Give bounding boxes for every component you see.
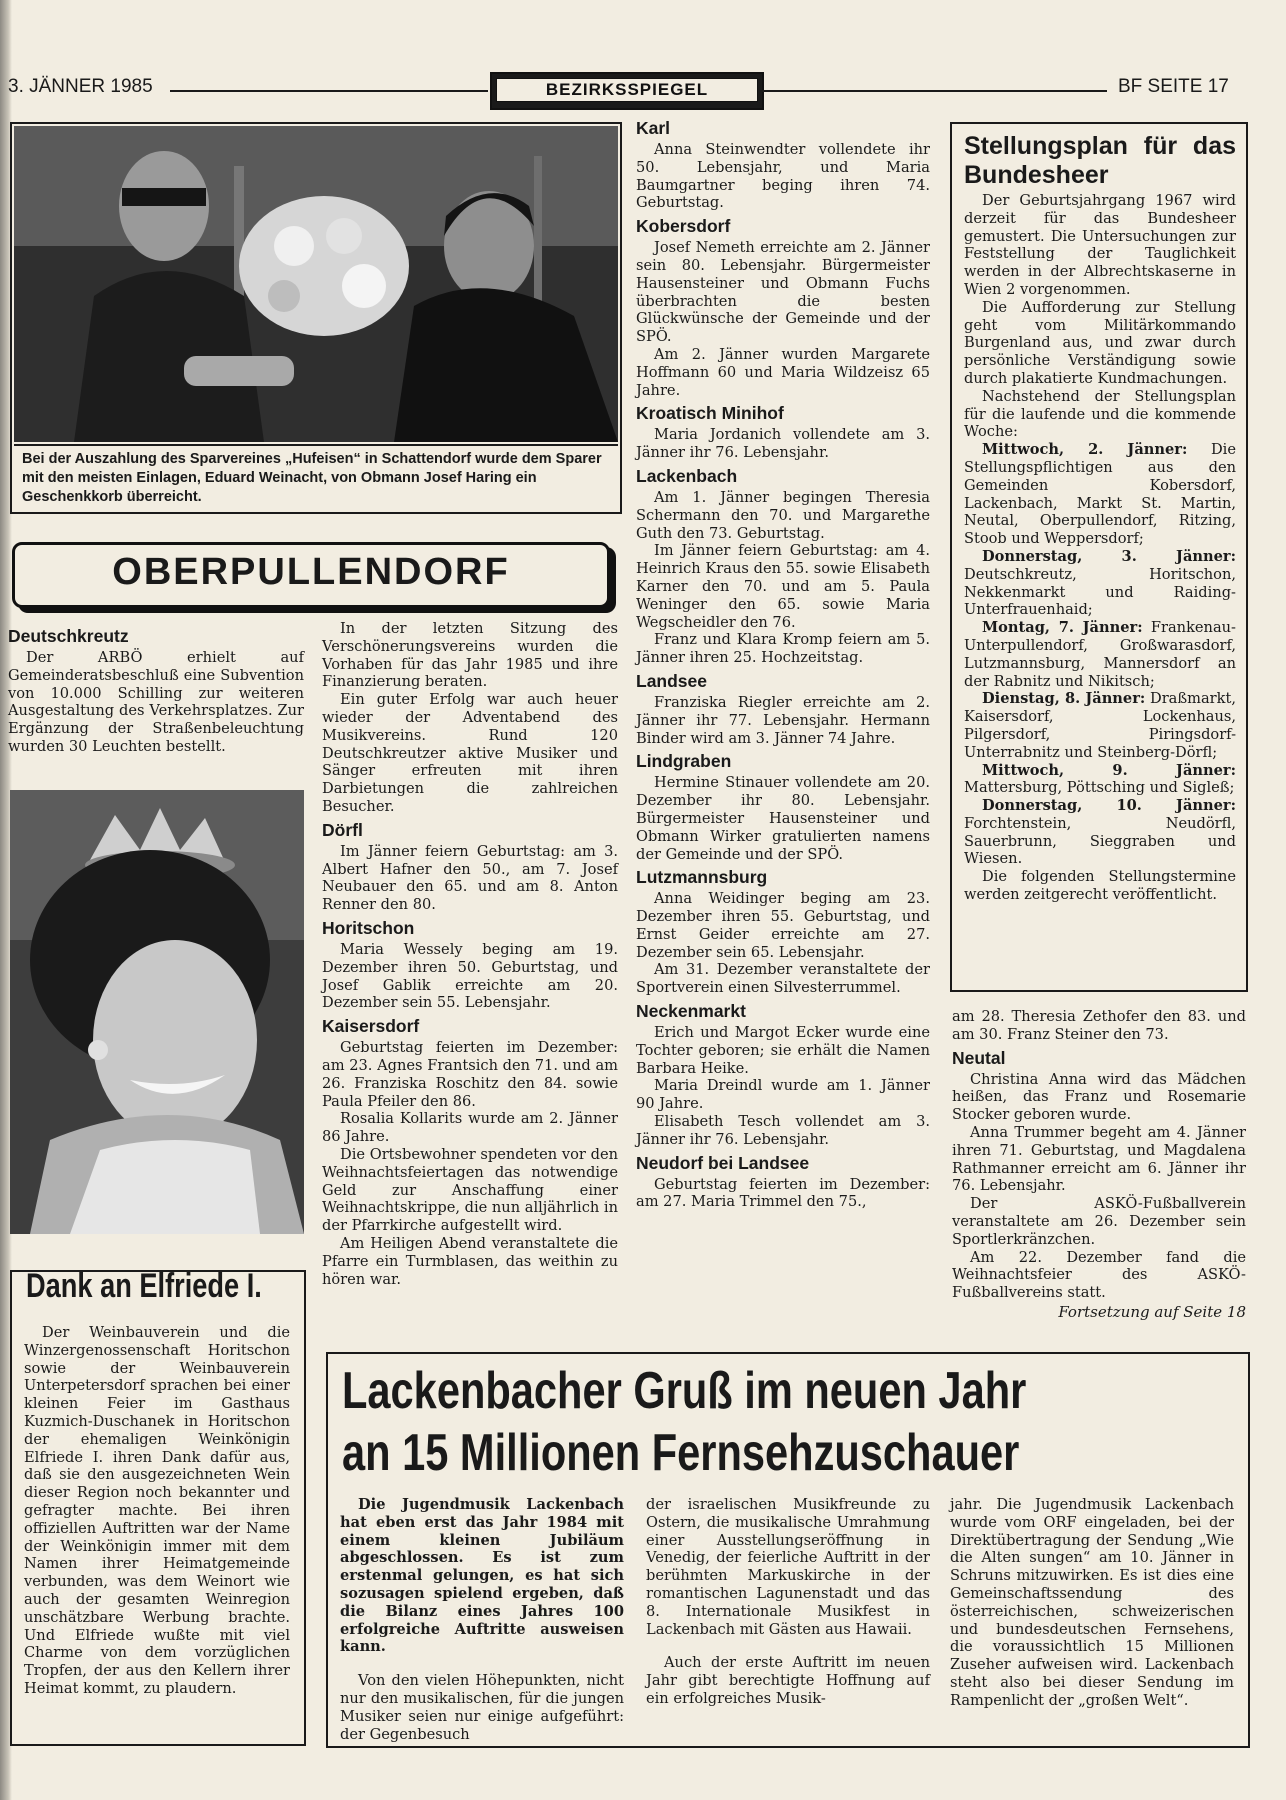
text-doerfl: Im Jänner feiern Geburtstag: am 3. Albert Hafner den 50., am 7. Josef Neubauer den 65. und am 8. Anton Renner den 80. <box>322 842 618 914</box>
article-col1-p2: Von den vielen Höhepunkten, nicht nur den musikalischen, für die jungen Musiker seien nur einige aufgeführt: der Gegenbesuch <box>340 1672 624 1743</box>
heading-kobersdorf: Kobersdorf <box>636 216 731 237</box>
column-deutschkreutz <box>8 622 304 756</box>
text-kaisersdorf-4: Am Heiligen Abend veranstaltete die Pfarre ein Turmblasen, das weithin zu hören war. <box>322 1234 618 1288</box>
stellung-p1: Der Geburtsjahrgang 1967 wird derzeit für das Bundesheer gemustert. Die Untersuchungen zur Feststellung der Tauglichkeit werden in der Albrechtskaserne in Wien 2 vorgenommen. <box>964 192 1236 298</box>
text-kaisersdorf-3: Die Ortsbewohner spendeten vor den Weihnachtsfeiertagen das notwendige Geld zur Anschaffung einer Weihnachtskrippe, die nun alljährlich in der Pfarrkirche aufgestellt wird. <box>322 1145 618 1235</box>
header-rule-left <box>170 90 488 92</box>
stellung-text-2: Deutschkreutz, Horitschon, Nekkenmarkt und Raiding-Unterfrauenhaid; <box>964 565 1236 619</box>
photo-hufeisen-caption: Bei der Auszahlung des Sparvereines „Hufeisen“ in Schattendorf wurde dem Sparer mit den meisten Einlagen, Eduard Weinacht, von Obmann Josef Haring ein Geschenkkorb überreicht. <box>14 444 618 511</box>
stellung-day-5: Mittwoch, 9. Jänner: <box>982 761 1236 779</box>
text-kobersdorf-1: Josef Nemeth erreichte am 2. Jänner sein 80. Lebensjahr. Bürgermeister Hausensteiner und Obmann Fuchs überbrachten die besten Glückwünsche der Gemeinde und der SPÖ. <box>636 239 930 346</box>
article-headline-2: an 15 Millionen Fernsehzuschauer <box>342 1424 1020 1482</box>
photo-weinkoenigin <box>10 790 304 1234</box>
text-neckenmarkt-3: Elisabeth Tesch vollendet am 3. Jänner ihr 76. Lebensjahr. <box>636 1113 930 1148</box>
photo-hufeisen-frame <box>10 122 622 514</box>
banner-frame <box>12 542 610 608</box>
text-kaisersdorf-1: Geburtstag feierten im Dezember: am 23. Agnes Frantsich den 71. und am 26. Franziska Roschitz den 84. sowie Paula Pfeiler den 86. <box>322 1039 618 1110</box>
stellung-day-6: Donnerstag, 10. Jänner: <box>982 797 1236 815</box>
heading-neudorf: Neudorf bei Landsee <box>636 1152 810 1173</box>
text-lutzmannsburg-2: Am 31. Dezember veranstaltete der Sportverein einen Silvesterrummel. <box>636 961 930 997</box>
heading-kroatisch-minihof: Kroatisch Minihof <box>636 403 784 424</box>
stellung-day-3: Montag, 7. Jänner: <box>982 619 1143 637</box>
column-3 <box>636 118 930 1211</box>
text-neutal-2: Anna Trummer begeht am 4. Jänner ihren 71. Geburtstag, und Magdalena Rathmanner erreicht am 6. Jänner ihr 76. Lebensjahr. <box>952 1123 1246 1195</box>
text-deutschkreutz: Der ARBÖ erhielt auf Gemeinderatsbeschluß eine Subvention von 10.000 Schilling zur weiteren Ausgestaltung des Verkehrsplatzes. Zur Ergänzung der Straßenbeleuchtung wurden 30 Leuchten bestellt. <box>8 649 304 755</box>
section-title: BEZIRKSSPIEGEL <box>496 78 758 102</box>
heading-karl: Karl <box>636 118 671 138</box>
oberpullendorf-banner <box>8 540 618 610</box>
text-neudorf: Geburtstag feierten im Dezember: am 27. Maria Trimmel den 75., <box>636 1175 930 1211</box>
article-col2-p2: Auch der erste Auftritt im neuen Jahr gibt berechtigte Hoffnung auf ein erfolgreiches Musik- <box>646 1654 930 1707</box>
text-lindgraben: Hermine Stinauer vollendete am 20. Dezember ihr 80. Lebensjahr. Bürgermeister Hausensteiner und Obmann Wirker gratulierten namens der Gemeinde und der SPÖ. <box>636 774 930 863</box>
text-lackenbach-1: Am 1. Jänner begingen Theresia Schermann den 70. und Margarethe Guth den 73. Geburtstag. <box>636 488 930 542</box>
text-karl: Anna Steinwendter vollendete ihr 50. Lebensjahr, und Maria Baumgartner beging ihren 74. Geburtstag. <box>636 141 930 212</box>
dank-heading: Dank an Elfriede I. <box>26 1267 262 1305</box>
photo-hufeisen <box>14 126 618 442</box>
stellung-day-2: Donnerstag, 3. Jänner: <box>982 547 1236 565</box>
text-neutal-3: Der ASKÖ-Fußballverein veranstaltete am 26. Dezember sein Sportlerkränzchen. <box>952 1195 1246 1248</box>
text-lutzmannsburg-1: Anna Weidinger beging am 23. Dezember ihren 55. Geburtstag, und Ernst Geider erreichte am 27. Dezember sein 65. Lebensjahr. <box>636 890 930 961</box>
heading-lindgraben: Lindgraben <box>636 751 732 772</box>
text-neutal-4: Am 22. Dezember fand die Weihnachtsfeier des ASKÖ-Fußballvereins statt. <box>952 1248 1246 1302</box>
text-kobersdorf-2: Am 2. Jänner wurden Margarete Hoffmann 60 und Maria Wildzeisz 65 Jahre. <box>636 345 930 399</box>
article-headline-1: Lackenbacher Gruß im neuen Jahr <box>342 1362 1027 1420</box>
text-kroatisch-minihof: Maria Jordanich vollendete am 3. Jänner ihr 76. Lebensjahr. <box>636 426 930 462</box>
heading-neutal: Neutal <box>952 1047 1006 1068</box>
stellung-p2: Die Aufforderung zur Stellung geht vom Militärkommando Burgenland aus, und zwar durch persönliche Verständigung sowie durch plakatierte Kundmachungen. <box>964 298 1236 387</box>
text-landsee: Franziska Riegler erreichte am 2. Jänner ihr 77. Lebensjahr. Hermann Binder wird am 3. Jänner 74 Jahre. <box>636 693 930 747</box>
stellung-text-6: Forchtenstein, Neudörfl, Sauerbrunn, Sieggraben und Wiesen. <box>964 814 1236 868</box>
stellung-p4: Die folgenden Stellungstermine werden zeitgerecht veröffentlicht. <box>964 868 1236 904</box>
text-neutal-1: Christina Anna wird das Mädchen heißen, das Franz und Rosemarie Stocker geboren wurde. <box>952 1070 1246 1124</box>
lackenbach-article-box <box>326 1352 1250 1748</box>
column-4-neutal <box>952 1008 1246 1322</box>
stellung-text-5: Mattersburg, Pöttsching und Sigleß; <box>964 779 1235 797</box>
stellungsplan-heading: Stellungsplan für das Bundesheer <box>964 132 1236 189</box>
header-page: BF SEITE 17 <box>1118 76 1229 97</box>
article-lead: Die Jugendmusik Lackenbach hat eben erst das Jahr 1984 mit einem kleinen Jubiläum abgeschlossen. Es ist zum erstenmal gelungen, es hat sich sozusagen spielend ergeben, daß die Bilanz eines Jahres 100 erfolgreiche Auftritte ausweisen kann. <box>340 1496 624 1656</box>
text-lackenbach-2: Im Jänner feiern Geburtstag: am 4. Heinrich Kraus den 55. sowie Elisabeth Karner den 70. und am 5. Paula Weninger den 65. sowie Maria Wegscheidler den 76. <box>636 542 930 631</box>
text-lackenbach-3: Franz und Klara Kromp feiern am 5. Jänner ihren 25. Hochzeitstag. <box>636 631 930 667</box>
section-masthead <box>490 72 764 110</box>
heading-lackenbach: Lackenbach <box>636 465 738 486</box>
text-neckenmarkt-1: Erich und Margot Ecker wurde eine Tochter geboren; sie erhält die Namen Barbara Heike. <box>636 1024 930 1077</box>
stellung-text-3: Frankenau-Unterpullendorf, Großwarasdorf, Lutzmannsburg, Mannersdorf an der Rabnitz und Nikitsch; <box>964 619 1236 690</box>
stellungsplan-box <box>950 122 1248 992</box>
text-neckenmarkt-2: Maria Dreindl wurde am 1. Jänner 90 Jahre. <box>636 1077 930 1113</box>
text-kaisersdorf-2: Rosalia Kollarits wurde am 2. Jänner 86 Jahre. <box>322 1110 618 1146</box>
heading-doerfl: Dörfl <box>322 819 363 840</box>
text-adventabend: Ein guter Erfolg war auch heuer wieder der Adventabend des Musikvereins. Rund 120 Deutschkreutzer aktive Musiker und Sänger erfreuten mit ihren Darbietungen die zahlreichen Besucher. <box>322 691 618 815</box>
heading-neckenmarkt: Neckenmarkt <box>636 1001 746 1022</box>
text-verschoenerung: In der letzten Sitzung des Verschönerungsvereins wurden die Vorhaben für das Jahr 1985 und ihre Finanzierung beraten. <box>322 620 618 691</box>
text-horitschon: Maria Wessely beging am 19. Dezember ihren 50. Geburtstag, und Josef Gablik erreichte am 20. Dezember sein 55. Lebensjahr. <box>322 940 618 1012</box>
article-col3-p1: jahr. Die Jugendmusik Lackenbach wurde vom ORF eingeladen, bei der Direktübertragung der Sendung „Wie die Alten sungen“ am 10. Jänner in Schruns mitzuwirken. Es ist dies eine Gemeinschaftssendung des österreichischen, schweizerischen und bundesdeutschen Fernsehens, die voraussichtlich 15 Millionen Zuseher aufweisen wird. Lackenbach steht also bei dieser Sendung im Rampenlicht der „großen Welt“. <box>950 1496 1234 1709</box>
stellung-day-4: Dienstag, 8. Jänner: <box>982 690 1146 708</box>
text-neudorf-cont: am 28. Theresia Zethofer den 83. und am 30. Franz Steiner den 73. <box>952 1008 1246 1043</box>
article-col2-p1: der israelischen Musikfreunde zu Ostern, die musikalische Umrahmung einer Ausstellungseröffnung in Venedig, der feierliche Auftritt in der berühmten Markuskirche in der romantischen Lagunenstadt und das 8. Internationale Musikfest in Lackenbach mit Gästen aus Hawaii. <box>646 1496 930 1638</box>
heading-deutschkreutz: Deutschkreutz <box>8 626 129 646</box>
stellung-day-1: Mittwoch, 2. Jänner: <box>982 441 1188 459</box>
header-date: 3. JÄNNER 1985 <box>8 76 153 97</box>
stellung-text-1: Die Stellungspflichtigen aus den Gemeinden Kobersdorf, Lackenbach, Markt St. Martin, Neutal, Oberpullendorf, Ritzing, Stoob und Weppersdorf; <box>964 441 1236 548</box>
stellung-text-4: Draßmarkt, Kaisersdorf, Lockenhaus, Pilgersdorf, Piringsdorf-Unterrabnitz und Steinberg-Dörfl; <box>964 690 1236 761</box>
header-rule-right <box>762 90 1107 92</box>
heading-horitschon: Horitschon <box>322 917 415 938</box>
heading-lutzmannsburg: Lutzmannsburg <box>636 867 768 888</box>
heading-kaisersdorf: Kaisersdorf <box>322 1016 420 1037</box>
dank-text: Der Weinbauverein und die Winzergenossenschaft Horitschon sowie der Weinbauverein Unterpetersdorf sprachen bei einer kleinen Feier im Gasthaus Kuzmich-Duschanek in Horitschon der ehemaligen Weinkönigin Elfriede I. ihren Dank dafür aus, daß sie den ausgezeichneten Wein dieser Region noch bekannter und gefragter machte. Bei ihren offiziellen Auftritten war der Name der Weinkönigin immer mit dem Namen ihrer Heimatgemeinde verbunden, was dem Weinort wie auch der gesamten Weinregion unschätzbare Werbung brachte. Und Elfriede wußte mit viel Charme von dem vorzüglichen Tropfen, der aus den Kellern ihrer Heimat kommt, zu plaudern. <box>24 1324 290 1697</box>
column-2 <box>322 620 618 1288</box>
stellung-p3: Nachstehend der Stellungsplan für die laufende und die kommende Woche: <box>964 387 1236 441</box>
banner-title: OBERPULLENDORF <box>112 551 510 593</box>
heading-landsee: Landsee <box>636 670 707 691</box>
fortsetzung-note: Fortsetzung auf Seite 18 <box>1058 1302 1246 1321</box>
dank-elfriede-box <box>10 1267 306 1746</box>
